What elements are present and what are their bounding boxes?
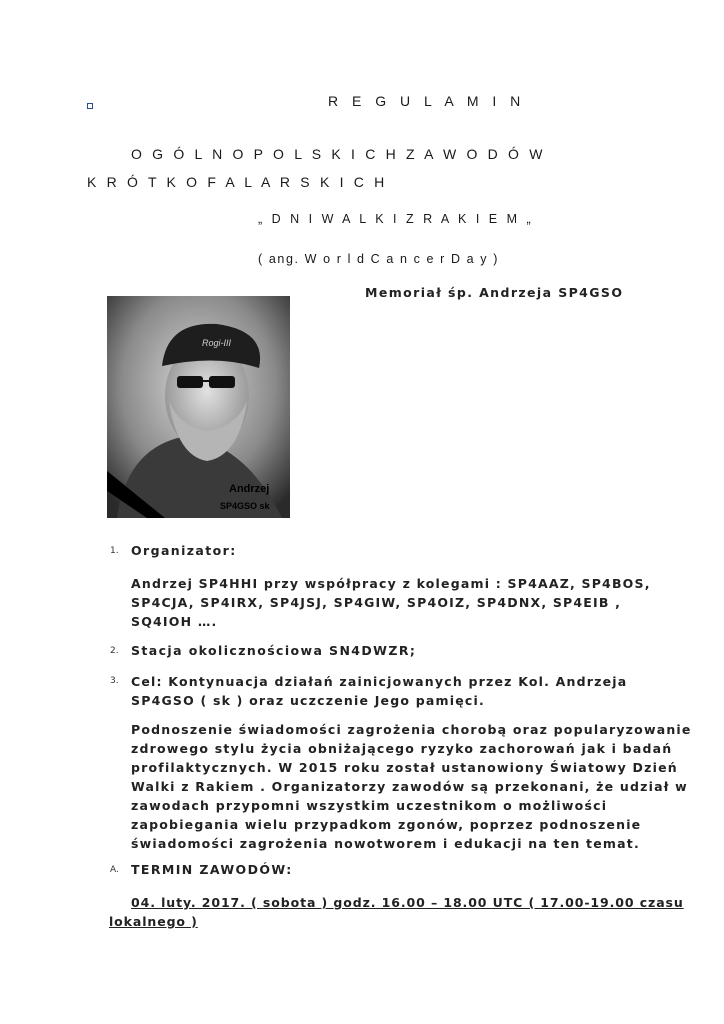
document-title: R E G U L A M I N	[328, 93, 526, 109]
paragraph-line: zawodach przypomni wszystkim uczestnikom o możliwości	[131, 798, 608, 813]
paragraph-line: zdrowego stylu życia obniżającego ryzyko zachorowań jak i badań	[131, 741, 673, 756]
section-number: 1.	[110, 546, 119, 556]
organizer-line: SQ4IOH ….	[131, 614, 218, 629]
memorial-photo	[107, 296, 290, 518]
section-number: A.	[110, 865, 119, 875]
photo-caption-call: SP4GSO sk	[220, 501, 270, 511]
organizer-line: SP4CJA, SP4IRX, SP4JSJ, SP4GIW, SP4OIZ, SP4DNX, SP4EIB ,	[131, 595, 622, 610]
goal-line: Cel: Kontynuacja działań zainicjowanych przez Kol. Andrzeja	[131, 674, 628, 689]
contest-date-line: lokalnego )	[109, 914, 198, 929]
paragraph-line: profilaktycznych. W 2015 roku został ustanowiony Światowy Dzień	[131, 760, 678, 775]
paragraph-line: Podnoszenie świadomości zagrożenia chorobą oraz popularyzowanie	[131, 722, 692, 737]
section-title-date: TERMIN ZAWODÓW:	[131, 862, 293, 877]
goal-line: SP4GSO ( sk ) oraz uczczenie Jego pamięci.	[131, 693, 485, 708]
subtitle-line-2: K R Ó T K O F A L A R S K I C H	[87, 174, 388, 190]
contest-date-line: 04. luty. 2017. ( sobota ) godz. 16.00 – 18.00 UTC ( 17.00-19.00 czasu	[131, 895, 684, 910]
paragraph-line: Walki z Rakiem . Organizatorzy zawodów są przekonani, że udział w	[131, 779, 688, 794]
section-number: 3.	[110, 676, 119, 686]
section-station: Stacja okolicznościowa SN4DWZR;	[131, 643, 417, 658]
portrait-illustration	[107, 296, 290, 518]
organizer-line: Andrzej SP4HHI przy współpracy z kolegami : SP4AAZ, SP4BOS,	[131, 576, 651, 591]
cap-logo: Rogi-III	[202, 338, 232, 348]
paragraph-line: zapobiegania wielu przypadkom zgonów, poprzez podnoszenie	[131, 817, 642, 832]
event-english-name: ( ang. W o r l d C a n c e r D a y )	[258, 252, 499, 266]
paragraph-line: świadomości zagrożenia nowotworem i edukacji na ten temat.	[131, 836, 640, 851]
section-number: 2.	[110, 646, 119, 656]
bullet-marker	[87, 103, 93, 109]
subtitle-line-1: O G Ó L N O P O L S K I C H Z A W O D Ó W	[131, 146, 546, 162]
photo-caption-name: Andrzej	[229, 483, 270, 495]
event-name: „ D N I W A L K I Z R A K I E M „	[258, 212, 534, 226]
section-title-organizer: Organizator:	[131, 543, 237, 558]
memorial-line: Memoriał śp. Andrzeja SP4GSO	[365, 285, 624, 300]
